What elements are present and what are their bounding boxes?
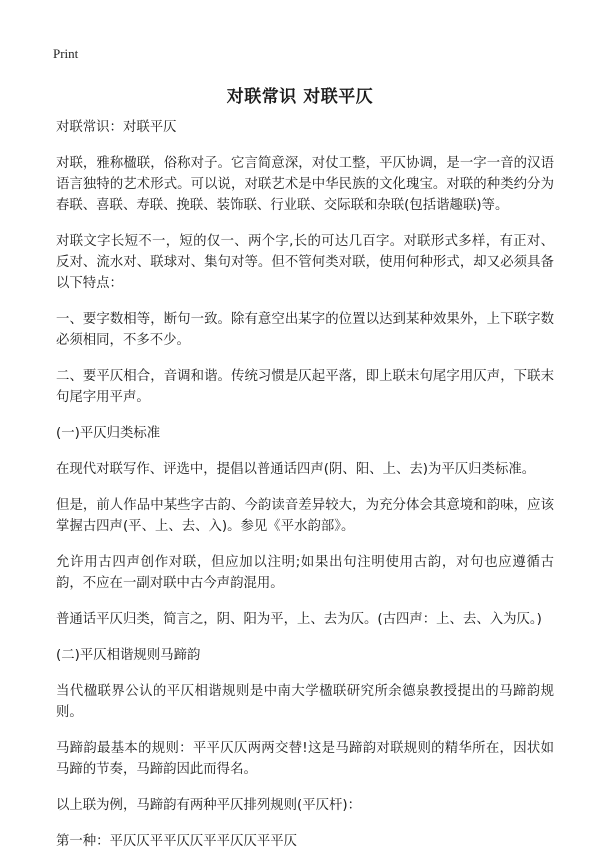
paragraph-rule-two: 二、要平仄相合，音调和谐。传统习惯是仄起平落，即上联末句尾字用仄声，下联末句尾字用平声。 <box>56 369 554 405</box>
section-heading-tone-standard: (一)平仄归类标准 <box>56 426 161 441</box>
paragraph-intro: 对联，雅称楹联，俗称对子。它言简意深，对仗工整，平仄协调，是一字一音的汉语语言独特的艺术形式。可以说，对联艺术是中华民族的文化瑰宝。对联的种类约分为春联、喜联、寿联、挽联、装饰联、行业联、交际联和杂联(包括谐趣联)等。 <box>56 156 554 213</box>
paragraph-subtitle: 对联常识：对联平仄 <box>56 120 177 135</box>
paragraph-forms: 对联文字长短不一，短的仅一、两个字,长的可达几百字。对联形式多样，有正对、反对、流水对、联球对、集句对等。但不管何类对联，使用何种形式，却又必须具备以下特点： <box>56 234 554 291</box>
paragraph-horse-hoof-basic: 马蹄韵最基本的规则：平平仄仄两两交替!这是马蹄韵对联规则的精华所在，因状如马蹄的节奏，马蹄韵因此而得名。 <box>56 741 554 777</box>
paragraph-horse-hoof-origin: 当代楹联界公认的平仄相谐规则是中南大学楹联研究所余德泉教授提出的马蹄韵规则。 <box>56 684 554 720</box>
paragraph-mandarin-tones: 普通话平仄归类，简言之，阴、阳为平，上、去为仄。(古四声：上、去、入为仄。) <box>56 612 542 627</box>
document-title: 对联常识 对联平仄 <box>226 87 374 107</box>
paragraph-modern-standard: 在现代对联写作、评选中，提倡以普通话四声(阴、阳、上、去)为平仄归类标准。 <box>56 462 536 477</box>
paragraph-ancient-usage: 允许用古四声创作对联，但应加以注明;如果出句注明使用古韵，对句也应遵循古韵，不应在一副对联中古今声韵混用。 <box>56 555 554 591</box>
paragraph-rule-one: 一、要字数相等，断句一致。除有意空出某字的位置以达到某种效果外，上下联字数必须相同，不多不少。 <box>56 312 554 348</box>
paragraph-ancient-tones: 但是，前人作品中某些字古韵、今韵读音差异较大，为充分体会其意境和韵味，应该掌握古四声(平、上、去、入)。参见《平水韵部》。 <box>56 498 554 534</box>
document-body <box>56 117 554 867</box>
print-link[interactable]: Print <box>53 46 79 61</box>
paragraph-pattern-one: 第一种：平仄仄平平仄仄平平仄仄平平仄 <box>56 834 298 849</box>
section-heading-horse-hoof: (二)平仄相谐规则马蹄韵 <box>56 648 201 663</box>
paragraph-example-intro: 以上联为例，马蹄韵有两种平仄排列规则(平仄杆)： <box>56 798 362 813</box>
